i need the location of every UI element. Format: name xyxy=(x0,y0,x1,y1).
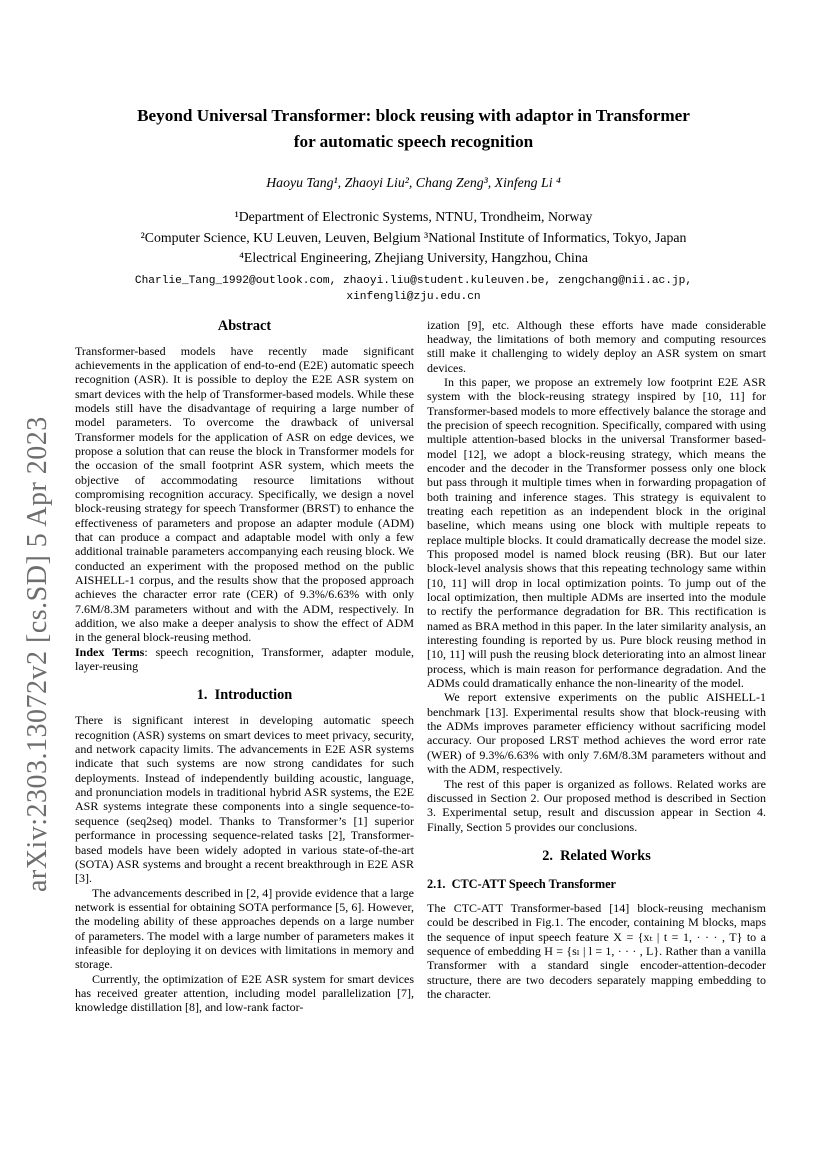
paper-title-line2: for automatic speech recognition xyxy=(293,132,534,151)
intro-paragraph-1: There is significant interest in developing automatic speech recognition (ASR) systems on smart devices to meet privacy, security, and network capacity limits. The advancements in E2E ASR systems indicate that such systems are now strong candidates for such deployments. Instead of independently building acoustic, language, and pronunciation models in traditional hybrid ASR systems, the E2E ASR systems integrate these components into a single sequence-to-sequence (seq2seq) model. Thanks to Transformer’s [1] superior performance in processing sequence-related tasks [2], Transformer-based models have been widely adopted in various state-of-the-art (SOTA) ASR systems and brought a recent breakthrough in E2E ASR [3]. xyxy=(75,713,414,886)
related-works-heading: 2. Related Works xyxy=(542,847,651,864)
author-emails xyxy=(0,273,827,305)
email-line-1: Charlie_Tang_1992@outlook.com, zhaoyi.liu@student.kuleuven.be, zengchang@nii.ac.jp, xyxy=(134,274,693,287)
email-line-2: xinfengli@zju.edu.cn xyxy=(346,290,481,303)
body-paragraph-continuation: ization [9], etc. Although these efforts have made considerable headway, the limitations of both memory and computing resources still make it challenging to widely deploy an ASR system on smart devices. xyxy=(427,317,766,375)
index-terms-text: : speech recognition, Transformer, adapter module, layer-reusing xyxy=(75,644,414,674)
two-column-body xyxy=(75,318,766,1015)
affiliation-line-1: ¹Department of Electronic Systems, NTNU, Trondheim, Norway xyxy=(234,209,593,224)
intro-paragraph-2: The advancements described in [2, 4] provide evidence that a large network is essential for obtaining SOTA performance [5, 6]. However, the modeling ability of these approaches depends on a large number of parameters. The model with a large number of parameters makes it infeasible for deploying it on devices with limitations in memory and storage. xyxy=(75,885,414,972)
abstract-body: Transformer-based models have recently made significant achievements in the application of end-to-end (E2E) automatic speech recognition (ASR). It is possible to deploy the E2E ASR system on smart devices with the help of Transformer-based models. While these models still have the disadvantage of requiring a large number of model parameters. To overcome the drawback of universal Transformer models for the application of ASR on edge devices, we propose a solution that can reuse the block in Transformer models for the occasion of the small footprint ASR system, which meets the objective of accommodating resource limitations without compromising recognition accuracy. Specifically, we design a novel block-reusing strategy for speech Transformer (BRST) to enhance the effectiveness of parameters and propose an adapter module (ADM) that can produce a compact and adaptable model with only a few additional trainable parameters accompanying each reusing block. We conducted an experiment with the proposed method on the public AISHELL-1 corpus, and the results show that the proposed approach achieves the character error rate (CER) of 9.3%/6.63% with only 7.6M/8.3M parameters without and with the ADM, respectively. In addition, we also make a deeper analysis to show the effect of ADM in the general block-reusing method. xyxy=(75,343,414,645)
authors-line: Haoyu Tang¹, Zhaoyi Liu², Chang Zeng³, Xinfeng Li ⁴ xyxy=(266,175,561,190)
abstract-heading: Abstract xyxy=(217,317,272,334)
paper-header xyxy=(0,0,827,305)
body-paragraph-experiments: We report extensive experiments on the public AISHELL-1 benchmark [13]. Experimental results show that block-reusing with the ADMs improves parameter efficiency without sacrificing model accuracy. Our proposed LRST method achieves the word error rate (WER) of 9.3%/6.63% with only 7.6M/8.3M parameters without and with the ADM, respectively. xyxy=(427,690,766,777)
paper-title xyxy=(0,103,827,155)
introduction-heading: 1. Introduction xyxy=(196,687,293,704)
index-terms-label: Index Terms xyxy=(75,644,145,659)
left-column xyxy=(75,318,414,1015)
affiliations xyxy=(0,207,827,269)
body-paragraph-proposal: In this paper, we propose an extremely low footprint E2E ASR system with the block-reusing strategy inspired by [10, 11] for Transformer-based models to more effectively balance the storage and the precision of speech recognition. Specifically, compared with using multiple attention-based blocks in the universal Transformer based-model [12], we adopt a block-reusing strategy, which means the encoder and the decoder in the Transformer possess only one block but pass through it multiple times when in forwarding propagation of both training and inference stages. This strategy is equivalent to treating each repetition as an independent block in the original baseline, which means using one block with multiple repeats to replace multiple blocks. It could dramatically decrease the model size. This proposed model is named block reusing (BR). But our later block-level analysis shows that this repeating technology same within [10, 11] will drop in local optimization points. To jump out of the local optimization, then multiple ADMs are inserted into the module to rectify the performance degradation for BR. This rectification is named as BRA method in this paper. In the later similarity analysis, an interesting founding is reported by us. Pure block reusing method in [10, 11] will push the reusing block deteriorating into an almost linear process, which is main reason for performance degradation. And the ADMs could dramatically enhance the non-linearity of the model. xyxy=(427,374,766,691)
intro-paragraph-3: Currently, the optimization of E2E ASR system for smart devices has received greater attention, including model parallelization [7], knowledge distillation [8], and low-rank factor- xyxy=(75,971,414,1015)
related-works-paragraph: The CTC-ATT Transformer-based [14] block-reusing mechanism could be described in Fig.1. The encoder, containing M blocks, maps the sequence of input speech feature X = {xₜ | t = 1, · · · , T} to a sequence of embedding H = {sₗ | l = 1, · · · , L}. Rather than a vanilla Transformer with a standard single encoder-attention-decoder structure, there are two decoders separately mapping embedding to the character. xyxy=(427,900,766,1001)
arxiv-stamp: arXiv:2303.13072v2 [cs.SD] 5 Apr 2023 xyxy=(22,416,53,892)
index-terms xyxy=(75,645,414,674)
affiliation-line-2: ²Computer Science, KU Leuven, Leuven, Belgium ³National Institute of Informatics, Tokyo, Japan xyxy=(140,229,687,245)
body-paragraph-outline: The rest of this paper is organized as follows. Related works are discussed in Section 2. Our proposed method is described in Section 3. Experimental setup, result and discussion appear in Section 4. Finally, Section 5 provides our conclusions. xyxy=(427,776,766,834)
subsection-heading-ctc-att: 2.1. CTC-ATT Speech Transformer xyxy=(427,876,616,891)
affiliation-line-3: ⁴Electrical Engineering, Zhejiang University, Hangzhou, China xyxy=(239,250,588,265)
right-column xyxy=(427,318,766,1015)
paper-title-line1: Beyond Universal Transformer: block reusing with adaptor in Transformer xyxy=(137,106,690,125)
